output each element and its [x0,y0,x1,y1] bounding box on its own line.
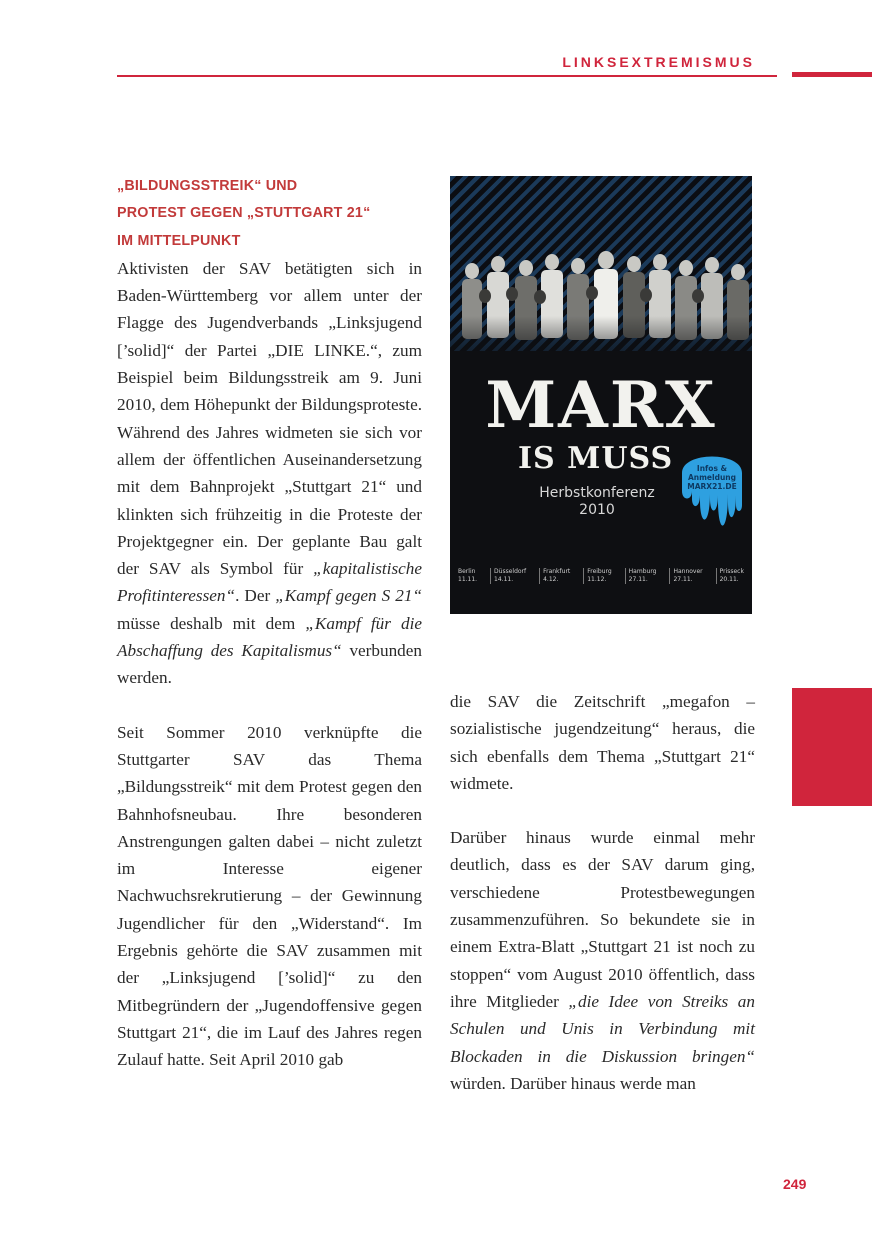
poster-event-line-1: Herbstkonferenz [539,485,655,501]
p1-text-d: verbunden werden. [117,641,422,688]
city-name: Freiburg [587,568,612,575]
city-date: 27.11. [673,576,693,583]
poster-subtitle: IS MUSS [518,441,674,476]
drip-blob [672,443,752,543]
left-column [117,173,422,1074]
poster-event-line-2: 2010 [579,502,615,518]
chapter-side-tab [792,688,872,806]
body-paragraph-4 [450,824,755,1097]
city-date: 20.11. [719,576,739,583]
header-rule-tab [792,72,872,77]
city-name: Düsseldorf [494,568,527,575]
right-column [450,688,755,1097]
heading-line-2: PROTEST GEGEN „STUTTGART 21“ [117,205,371,222]
p4-text-a: Darüber hinaus wurde einmal mehr deutlich, dass es der SAV darum ging, verschiedene Protestbewegungen zusammenzuführen. So bekundete sie in einem Extra-Blatt „Stuttgart 21 ist noch zu stoppen“ vom August 2010 öffentlich, dass ihre Mitglieder [450,828,755,1011]
heading-line-3: IM MITTELPUNKT [117,232,241,249]
city-name: Prisseck [719,568,744,575]
p1-text-b: . Der [235,586,276,606]
heading-line-1: „BILDUNGSSTREIK“ UND [117,178,298,194]
city-item [539,568,570,584]
header-rule [117,75,777,77]
running-header: LINKSEXTREMISMUS [562,54,755,70]
city-date: 4.12. [543,576,559,583]
city-date: 27.11. [628,576,648,583]
body-paragraph-2: Seit Sommer 2010 verknüpfte die Stuttgarter SAV das Thema „Bildungsstreik“ mit dem Protest gegen den Bahnhofsneubau. Ihre besonderen Anstrengungen galten dabei – nicht zuletzt im Interesse eigener Nachwuchsrekrutierung – der Gewinnung Jugendlicher für den „Widerstand“. Im Ergebnis gehörte die SAV zusammen mit der „Linksjugend [’solid]“ zu den Mitbegründern der „Jugendoffensive gegen Stuttgart 21“, die im Lauf des Jahres regen Zulauf hatte. Seit April 2010 gab [117,722,422,1070]
p1-text-c: müsse deshalb mit dem [117,613,306,633]
poster-event [522,485,672,519]
city-date: 14.11. [494,576,514,583]
city-name: Hamburg [628,568,657,575]
p1-quote-1: „kapitalistische Profitinteressen“ [117,559,422,606]
city-name: Hannover [673,568,703,575]
city-item [583,568,612,584]
p4-quote: „die Idee von Streiks an Schulen und Unis in Verbindung mit Blockaden in die Diskussion bringen“ [450,991,755,1066]
p1-text-a: Aktivisten der SAV betätigten sich in Baden-Württemberg vor allem unter der Flagge des Jugendverbands „Linksjugend [’solid]“ der Partei „DIE LINKE.“, zum Beispiel beim Bildungsstreik am 9. Juni 2010, dem Höhepunkt der Bildungsproteste. Während des Jahres widmeten sie sich vor allem der öffentlichen Auseinandersetzung mit dem Bahnprojekt „Stuttgart 21“ und klinkten sich frühzeitig in die Proteste der Projektgegner ein. Der geplante Bau galt der SAV als Symbol für [117,258,422,579]
poster-title: MARX [485,368,717,443]
section-heading [117,173,422,255]
body-paragraph-3: die SAV die Zeitschrift „megafon – sozialistische jugendzeitung“ heraus, die sich ebenfalls dem Thema „Stuttgart 21“ widmete. [450,692,755,793]
city-date: 11.11. [458,576,478,583]
body-paragraph-1 [117,255,422,692]
p1-quote-3: „Kampf für die Abschaffung des Kapitalismus“ [117,613,422,661]
city-date: 11.12. [587,576,607,583]
city-item [458,568,477,584]
p4-text-b: würden. Darüber hinaus werde man [450,1073,696,1093]
city-item [490,568,526,584]
city-name: Frankfurt [543,568,571,575]
city-item [669,568,702,584]
blob-line-1: Infos & Anmeldung [687,464,737,482]
blob-line-2: MARX21.DE [687,482,737,491]
crowd-photo [450,176,752,376]
poster-city-list [458,568,744,584]
blob-text [680,464,744,491]
city-name: Berlin [458,568,476,575]
poster-image [450,176,752,614]
page-number: 249 [783,1176,807,1192]
city-item [625,568,657,584]
p1-quote-2: „Kampf gegen S 21“ [275,586,423,606]
city-item [716,568,744,584]
